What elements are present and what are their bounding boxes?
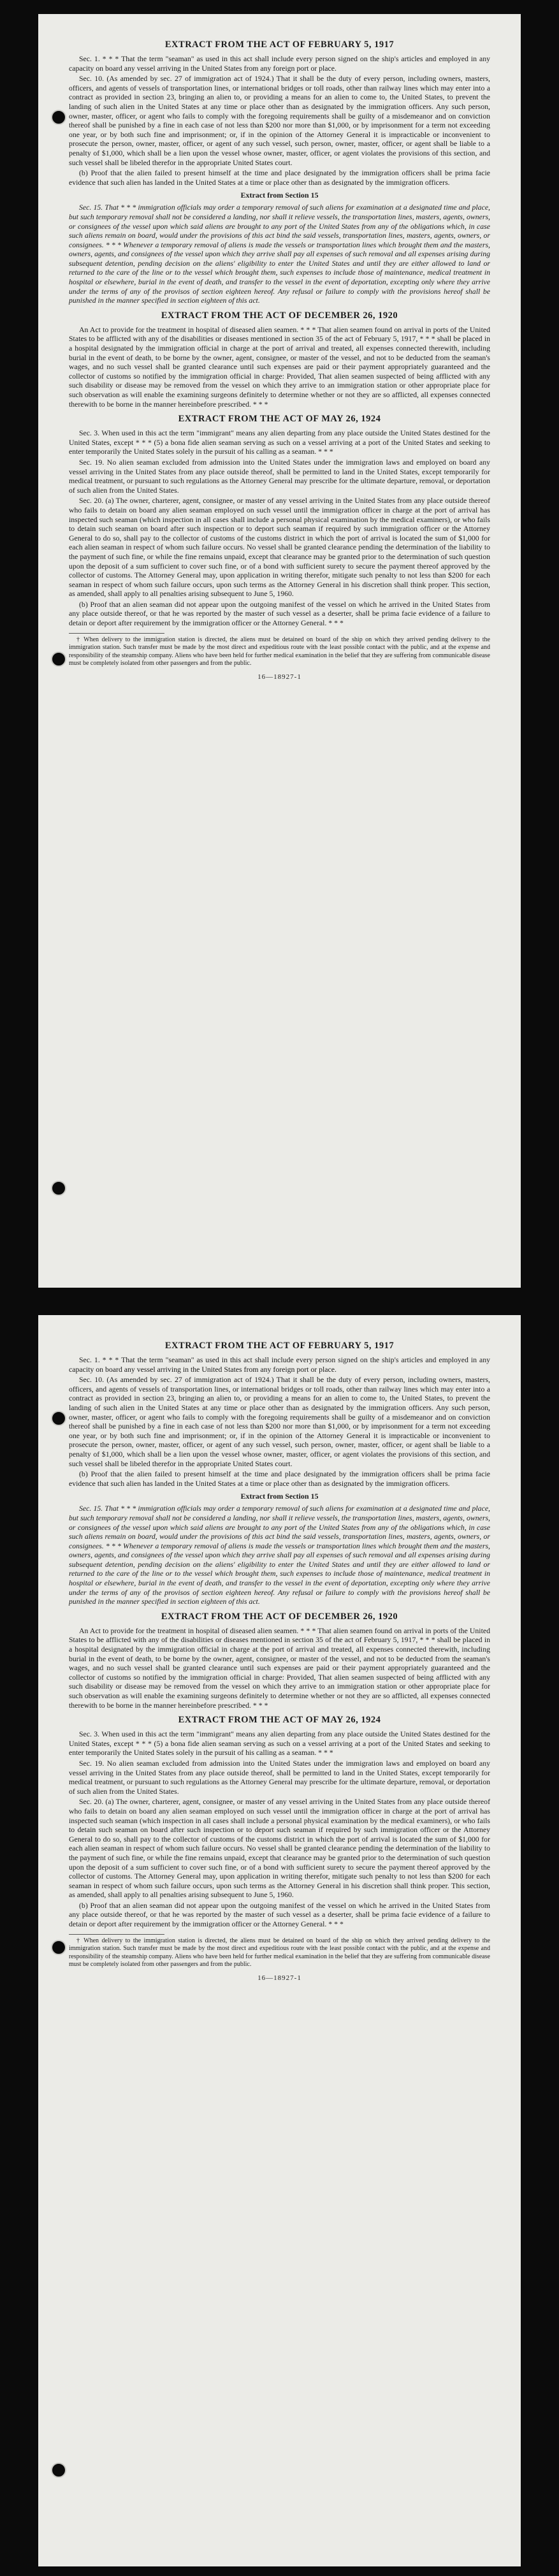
section-paragraph: Sec. 3. When used in this act the term "immigrant" means any alien departing from any place outside the United States destined for the United States, except * * * (5) a bona fide alien seaman serving as such on a vessel arriving at a port of the United States and seeking to enter temporarily the United States solely in the pursuit of his calling as a seaman. * * * xyxy=(69,1729,490,1757)
section-paragraph: Sec. 20. (a) The owner, charterer, agent, consignee, or master of any vessel arriving in the United States from any place outside thereof who fails to detain on board any alien seaman employed on such vessel until the immigration officer in charge at the port of arrival has inspected such seaman (which inspection in all cases shall include a personal physical examination by the medical examiners), or who fails to detain such seaman on board after such inspection or to deport such seaman if required by such immigration officer or the Attorney General to do so, shall pay to the collector of customs of the customs district in which the port of arrival is located the sum of $1,000 for each alien seaman in respect of whom such failure occurs. No vessel shall be granted clearance pending the determination of the liability to the payment of such fine, or while the fine remains unpaid, except that clearance may be granted prior to the determination of such question upon the deposit of a sum sufficient to cover such fine, or of a bond with sufficient surety to secure the payment thereof approved by the collector of customs. The Attorney General may, upon application in writing therefor, mitigate such penalty to not less than $200 for each seaman in respect of whom such failure occurs, upon such terms as the Attorney General in his discretion shall think proper. This section, as amended, shall apply to all penalties arising subsequent to June 5, 1960. xyxy=(69,496,490,599)
section-heading: EXTRACT FROM THE ACT OF MAY 26, 1924 xyxy=(178,1715,381,1726)
section-paragraph: Sec. 20. (a) The owner, charterer, agent, consignee, or master of any vessel arriving in the United States from any place outside thereof who fails to detain on board any alien seaman employed on such vessel until the immigration officer in charge at the port of arrival has inspected such seaman (which inspection in all cases shall include a personal physical examination by the medical examiners), or who fails to detain such seaman on board after such inspection or to deport such seaman if required by such immigration officer or the Attorney General to do so, shall pay to the collector of customs of the customs district in which the port of arrival is located the sum of $1,000 for each alien seaman in respect of whom such failure occurs. No vessel shall be granted clearance pending the determination of the liability to the payment of such fine, or while the fine remains unpaid, except that clearance may be granted prior to the determination of such question upon the deposit of a sum sufficient to cover such fine, or of a bond with sufficient surety to secure the payment thereof approved by the collector of customs. The Attorney General may, upon application in writing therefor, mitigate such penalty to not less than $200 for each seaman in respect of whom such failure occurs, upon such terms as the Attorney General in his discretion shall think proper. This section, as amended, shall apply to all penalties arising subsequent to June 5, 1960. xyxy=(69,1797,490,1900)
section-heading: EXTRACT FROM THE ACT OF DECEMBER 26, 1920 xyxy=(161,310,398,321)
section-paragraph: Sec. 19. No alien seaman excluded from admission into the United States under the immigration laws and employed on board any vessel arriving in the United States from any place outside thereof, shall be permitted to land in the United States, except temporarily for medical treatment, or pursuant to such regulations as the Attorney General may prescribe for the ultimate departure, removal, or deportation of such alien from the United States. xyxy=(69,1758,490,1796)
binder-hole xyxy=(51,1181,66,1196)
page-body xyxy=(38,1315,521,2001)
section-paragraph: Sec. 15. That * * * immigration officials may order a temporary removal of such aliens for examination at a designated time and place, but such temporary removal shall not be considered a landing, nor shall it relieve vessels, the transportation lines, masters, agents, owners, or consignees of the vessel upon which said aliens are brought to any port of the United States from any of the obligations which, in case such aliens remain on board, would under the provisions of this act bind the said vessels, transportation lines, masters, agents, owners, or consignees. * * * Whenever a temporary removal of aliens is made the vessels or transportation lines which brought them and the masters, owners, agents, and consignees of the vessel upon which they arrive shall pay all expenses of such removal and all expenses arising during subsequent detention, pending decision on the aliens' eligibility to enter the United States and until they are either allowed to land or returned to the care of the line or to the vessel which brought them, such expenses to include those of maintenance, medical treatment in hospital or elsewhere, burial in the event of death, and transfer to the vessel in the event of deportation, excepting only where they arrive under the terms of any of the provisos of section eighteen hereof. Any refusal or failure to comply with the provisions hereof shall be punished in the manner specified in section eighteen of this act. xyxy=(69,203,490,305)
form-code: 16—18927-1 xyxy=(258,1974,301,1982)
document-page-1 xyxy=(38,14,521,1288)
section-paragraph: An Act to provide for the treatment in hospital of diseased alien seamen. * * * That alien seamen found on arrival in ports of the United States to be afflicted with any of the disabilities or diseases mentioned in section 35 of the act of February 5, 1917, * * * shall be placed in a hospital designated by the immigration official in charge at the port of arrival and treated, all expenses connected therewith, including burial in the event of death, to be borne by the owner, agent, consignee, or master of the vessel, and not to be deducted from the seaman's wages, and no such vessel shall be granted clearance until such expenses are paid or their payment appropriately guaranteed and the collector of customs so notified by the immigration official in charge: Provided, That alien seamen suspected of being afflicted with any such disability or disease may be removed from the vessel on which they arrive to an immigration station or other appropriate place for such observation as will enable the examining surgeons definitely to determine whether or not they are so afflicted, all expenses connected therewith to be borne in the manner hereinbefore prescribed. * * * xyxy=(69,1626,490,1710)
section-subheading: Extract from Section 15 xyxy=(240,191,319,200)
section-paragraph: An Act to provide for the treatment in hospital of diseased alien seamen. * * * That alien seamen found on arrival in ports of the United States to be afflicted with any of the disabilities or diseases mentioned in section 35 of the act of February 5, 1917, * * * shall be placed in a hospital designated by the immigration official in charge at the port of arrival and treated, all expenses connected therewith, including burial in the event of death, to be borne by the owner, agent, consignee, or master of the vessel, and not to be deducted from the seaman's wages, and no such vessel shall be granted clearance until such expenses are paid or their payment appropriately guaranteed and the collector of customs so notified by the immigration official in charge: Provided, That alien seamen suspected of being afflicted with any such disability or disease may be removed from the vessel on which they arrive to an immigration station or other appropriate place for such observation as will enable the examining surgeons definitely to determine whether or not they are so afflicted, all expenses connected therewith to be borne in the manner hereinbefore prescribed. * * * xyxy=(69,324,490,409)
section-paragraph: Sec. 10. (As amended by sec. 27 of immigration act of 1924.) That it shall be the duty of every person, including owners, masters, officers, and agents of vessels of transportation lines, or international bridges or toll roads, other than railway lines which may enter into a contract as provided in section 23, bringing an alien to, or providing a means for an alien to come to, the United States, to prevent the landing of such alien in the United States at any time or place other than as designated by the immigration officers. Any such person, owner, master, officer, or agent who fails to comply with the foregoing requirements shall be guilty of a misdemeanor and on conviction thereof shall be punished by a fine in each case of not less than $200 nor more than $1,000, or by imprisonment for a term not exceeding one year, or by both such fine and imprisonment; or, if in the opinion of the Attorney General it is impracticable or inconvenient to prosecute the person, owner, master, officer, or agent of any such vessel, such person, owner, master, officer, or agent shall be liable to a penalty of $1,000, which shall be a lien upon the vessel whose owner, master, officer, or agent violates the provisions of this section, and such vessel shall be libeled therefor in the appropriate United States court. xyxy=(69,1375,490,1468)
footnote-rule xyxy=(69,633,164,634)
section-paragraph: Sec. 19. No alien seaman excluded from admission into the United States under the immigration laws and employed on board any vessel arriving in the United States from any place outside thereof, shall be permitted to land in the United States, except temporarily for medical treatment, or pursuant to such regulations as the Attorney General may prescribe for the ultimate departure, removal, or deportation of such alien from the United States. xyxy=(69,457,490,495)
section-paragraph: (b) Proof that the alien failed to present himself at the time and place designated by the immigration officers shall be prima facie evidence that such alien has landed in the United States at a time or place other than as designated by the immigration officers. xyxy=(69,168,490,187)
section-heading: EXTRACT FROM THE ACT OF FEBRUARY 5, 1917 xyxy=(164,1341,395,1351)
footnote-rule xyxy=(69,1934,164,1935)
section-paragraph: (b) Proof that the alien failed to present himself at the time and place designated by the immigration officers shall be prima facie evidence that such alien has landed in the United States at a time or place other than as designated by the immigration officers. xyxy=(69,1469,490,1488)
section-paragraph: Sec. 1. * * * That the term "seaman" as used in this act shall include every person signed on the ship's articles and employed in any capacity on board any vessel arriving in the United States from any foreign port or place. xyxy=(69,54,490,73)
section-subheading: Extract from Section 15 xyxy=(240,1492,319,1501)
section-paragraph: Sec. 3. When used in this act the term "immigrant" means any alien departing from any place outside the United States destined for the United States, except * * * (5) a bona fide alien seaman serving as such on a vessel arriving at a port of the United States and seeking to enter temporarily the United States solely in the pursuit of his calling as a seaman. * * * xyxy=(69,428,490,456)
section-heading: EXTRACT FROM THE ACT OF FEBRUARY 5, 1917 xyxy=(164,40,395,50)
section-paragraph: Sec. 1. * * * That the term "seaman" as used in this act shall include every person signed on the ship's articles and employed in any capacity on board any vessel arriving in the United States from any foreign port or place. xyxy=(69,1355,490,1374)
section-paragraph: Sec. 15. That * * * immigration officials may order a temporary removal of such aliens for examination at a designated time and place, but such temporary removal shall not be considered a landing, nor shall it relieve vessels, the transportation lines, masters, agents, owners, or consignees of the vessel upon which said aliens are brought to any port of the United States from any of the obligations which, in case such aliens remain on board, would under the provisions of this act bind the said vessels, transportation lines, masters, agents, owners, or consignees. * * * Whenever a temporary removal of aliens is made the vessels or transportation lines which brought them and the masters, owners, agents, and consignees of the vessel upon which they arrive shall pay all expenses of such removal and all expenses arising during subsequent detention, pending decision on the aliens' eligibility to enter the United States and until they are either allowed to land or returned to the care of the line or to the vessel which brought them, such expenses to include those of maintenance, medical treatment in hospital or elsewhere, burial in the event of death, and transfer to the vessel in the event of deportation, excepting only where they arrive under the terms of any of the provisos of section eighteen hereof. Any refusal or failure to comply with the provisions hereof shall be punished in the manner specified in section eighteen of this act. xyxy=(69,1504,490,1606)
section-heading: EXTRACT FROM THE ACT OF DECEMBER 26, 1920 xyxy=(161,1611,398,1622)
binder-hole xyxy=(51,2463,66,2478)
page-body xyxy=(38,14,521,700)
document-page-2 xyxy=(38,1315,521,2566)
section-heading: EXTRACT FROM THE ACT OF MAY 26, 1924 xyxy=(178,414,381,425)
footnote: † When delivery to the immigration station is directed, the aliens must be detained on board of the ship on which they arrived pending delivery to the immigration station. Such transfer must be made by the most direct and expeditious route with the least possible contact with the public, and at the expense and responsibility of the steamship company. Aliens who have been held for further medical examination in the belief that they are suffering from communicable disease must be completely isolated from other passengers and from the public. xyxy=(69,636,490,667)
footnote: † When delivery to the immigration station is directed, the aliens must be detained on board of the ship on which they arrived pending delivery to the immigration station. Such transfer must be made by the most direct and expeditious route with the least possible contact with the public, and at the expense and responsibility of the steamship company. Aliens who have been held for further medical examination in the belief that they are suffering from communicable disease must be completely isolated from other passengers and from the public. xyxy=(69,1937,490,1968)
section-paragraph: (b) Proof that an alien seaman did not appear upon the outgoing manifest of the vessel on which he arrived in the United States from any place outside thereof, or that he was reported by the master of such vessel as a deserter, shall be prima facie evidence of a failure to detain or deport after requirement by the immigration officer or the Attorney General. * * * xyxy=(69,1900,490,1929)
section-paragraph: Sec. 10. (As amended by sec. 27 of immigration act of 1924.) That it shall be the duty of every person, including owners, masters, officers, and agents of vessels of transportation lines, or international bridges or toll roads, other than railway lines which may enter into a contract as provided in section 23, bringing an alien to, or providing a means for an alien to come to, the United States, to prevent the landing of such alien in the United States at any time or place other than as designated by the immigration officers. Any such person, owner, master, officer, or agent who fails to comply with the foregoing requirements shall be guilty of a misdemeanor and on conviction thereof shall be punished by a fine in each case of not less than $200 nor more than $1,000, or by imprisonment for a term not exceeding one year, or by both such fine and imprisonment; or, if in the opinion of the Attorney General it is impracticable or inconvenient to prosecute the person, owner, master, officer, or agent of any such vessel, such person, owner, master, officer, or agent shall be liable to a penalty of $1,000, which shall be a lien upon the vessel whose owner, master, officer, or agent violates the provisions of this section, and such vessel shall be libeled therefor in the appropriate United States court. xyxy=(69,74,490,167)
form-code: 16—18927-1 xyxy=(258,673,301,681)
section-paragraph: (b) Proof that an alien seaman did not appear upon the outgoing manifest of the vessel on which he arrived in the United States from any place outside thereof, or that he was reported by the master of such vessel as a deserter, shall be prima facie evidence of a failure to detain or deport after requirement by the immigration officer or the Attorney General. * * * xyxy=(69,599,490,628)
